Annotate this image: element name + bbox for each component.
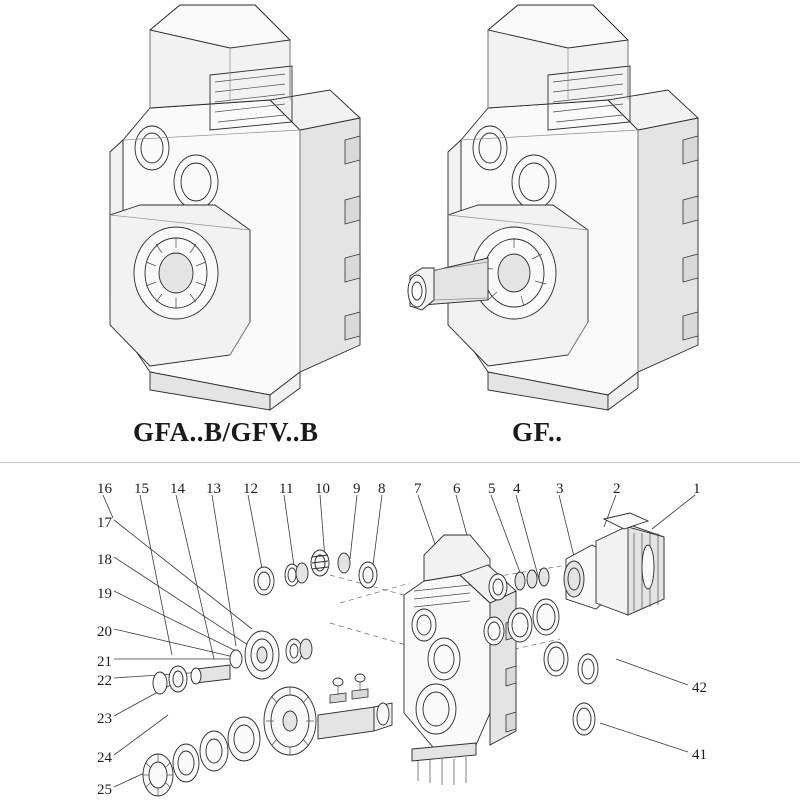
callout-12: 12 xyxy=(243,481,258,497)
callout-24: 24 xyxy=(97,750,112,766)
callout-25: 25 xyxy=(97,782,112,798)
gear-and-bearings-cluster xyxy=(143,674,392,796)
callout-6: 6 xyxy=(453,481,461,497)
callout-4: 4 xyxy=(513,481,521,497)
callout-14: 14 xyxy=(170,481,185,497)
gear-housing-part xyxy=(404,535,516,785)
callout-20: 20 xyxy=(97,624,112,640)
callout-11: 11 xyxy=(279,481,294,497)
callout-23: 23 xyxy=(97,711,112,727)
small-parts-cluster-top xyxy=(254,550,377,595)
callout-9: 9 xyxy=(353,481,361,497)
caption-unit-right: GF.. xyxy=(512,417,563,447)
callout-22: 22 xyxy=(97,673,112,689)
callout-10: 10 xyxy=(315,481,330,497)
adapter-and-motor-cluster xyxy=(484,513,664,645)
callout-41: 41 xyxy=(692,747,707,763)
lower-right-parts xyxy=(544,642,598,735)
callout-5: 5 xyxy=(488,481,496,497)
callout-18: 18 xyxy=(97,552,112,568)
callout-3: 3 xyxy=(556,481,564,497)
callout-1: 1 xyxy=(693,481,701,497)
callout-17: 17 xyxy=(97,515,112,531)
callout-16: 16 xyxy=(97,481,112,497)
callout-21: 21 xyxy=(97,654,112,670)
callout-42: 42 xyxy=(692,680,707,696)
callout-19: 19 xyxy=(97,586,112,602)
exploded-parts-diagram xyxy=(0,463,800,800)
callout-15: 15 xyxy=(134,481,149,497)
callout-2: 2 xyxy=(613,481,621,497)
unit-left-drawing xyxy=(110,5,360,410)
exploded-view-svg xyxy=(0,463,800,800)
callout-8: 8 xyxy=(378,481,386,497)
callout-7: 7 xyxy=(414,481,422,497)
unit-right-drawing xyxy=(408,5,698,410)
caption-unit-left: GFA..B/GFV..B xyxy=(133,417,319,447)
small-parts-cluster-mid xyxy=(153,631,312,694)
callout-13: 13 xyxy=(206,481,221,497)
